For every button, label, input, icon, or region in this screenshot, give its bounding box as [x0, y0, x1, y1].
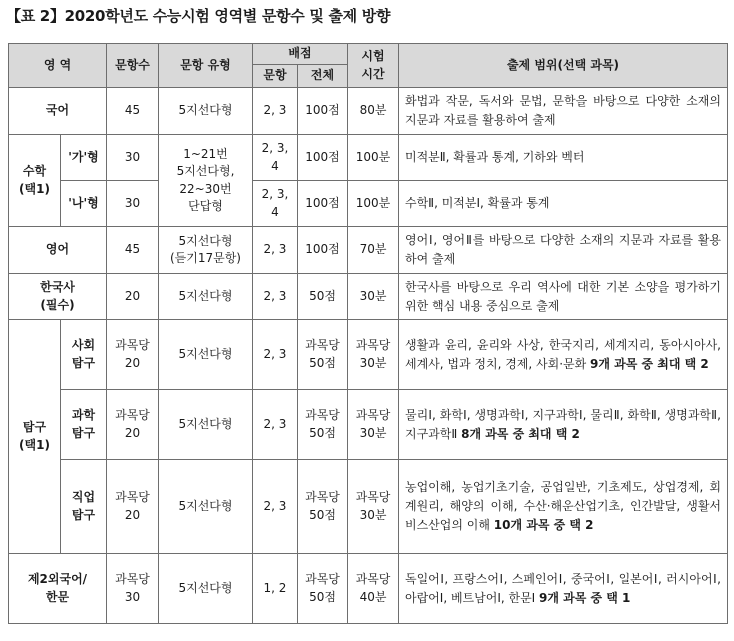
- row-vocational: [9, 460, 728, 554]
- header-score-total: 전체: [298, 65, 348, 88]
- scope-emphasis: 10개 과목 중 택 2: [493, 517, 594, 532]
- cell-item: 2, 3: [253, 88, 298, 135]
- header-time: 시험 시간: [348, 44, 399, 88]
- cell-scope: 한국사를 바탕으로 우리 역사에 대한 기본 소양을 평가하기 위한 핵심 내용 중심으로 출제: [399, 274, 728, 320]
- row-foreign: [9, 554, 728, 624]
- row-english: [9, 227, 728, 274]
- cell-time: 70분: [348, 227, 399, 274]
- cell-time: 과목당 30분: [348, 320, 399, 390]
- table-caption: 【표 2】2020학년도 수능시험 영역별 문항수 및 출제 방향: [6, 7, 391, 25]
- cell-type: 5지선다형: [159, 390, 253, 460]
- row-science: [9, 390, 728, 460]
- row-math-ga: [9, 135, 728, 181]
- cell-total: 50점: [298, 274, 348, 320]
- cell-item: 2, 3: [253, 460, 298, 554]
- cell-item: 1, 2: [253, 554, 298, 624]
- area-korean: 국어: [9, 88, 107, 135]
- area-math: 수학 (택1): [9, 135, 61, 227]
- cell-count: 45: [107, 227, 159, 274]
- cell-item: 2, 3: [253, 390, 298, 460]
- cell-time: 80분: [348, 88, 399, 135]
- cell-scope: 영어Ⅰ, 영어Ⅱ를 바탕으로 다양한 소재의 지문과 자료를 활용하여 출제: [399, 227, 728, 274]
- cell-type-math: 1~21번 5지선다형, 22~30번 단답형: [159, 135, 253, 227]
- cell-scope: [399, 320, 728, 390]
- cell-total: 100점: [298, 227, 348, 274]
- area-inquiry: 탐구 (택1): [9, 320, 61, 554]
- header-score-item: 문항: [253, 65, 298, 88]
- cell-time: 100분: [348, 135, 399, 181]
- cell-count: 과목당 30: [107, 554, 159, 624]
- cell-item: 2, 3: [253, 274, 298, 320]
- cell-scope: [399, 554, 728, 624]
- scope-text: 물리Ⅰ, 화학Ⅰ, 생명과학Ⅰ, 지구과학Ⅰ, 물리Ⅱ, 화학Ⅱ, 생명과학Ⅱ, 지구과학Ⅱ: [405, 407, 721, 441]
- cell-item: 2, 3, 4: [253, 181, 298, 227]
- cell-total: 과목당 50점: [298, 390, 348, 460]
- cell-scope: 수학Ⅱ, 미적분Ⅰ, 확률과 통계: [399, 181, 728, 227]
- cell-scope: 미적분Ⅱ, 확률과 통계, 기하와 벡터: [399, 135, 728, 181]
- cell-count: 45: [107, 88, 159, 135]
- cell-count: 30: [107, 181, 159, 227]
- cell-total: 과목당 50점: [298, 460, 348, 554]
- scope-emphasis: 8개 과목 중 최대 택 2: [461, 426, 580, 441]
- cell-scope: 화법과 작문, 독서와 문법, 문학을 바탕으로 다양한 소재의 지문과 자료를 활용하여 출제: [399, 88, 728, 135]
- area-history: 한국사 (필수): [9, 274, 107, 320]
- cell-total: 과목당 50점: [298, 554, 348, 624]
- scope-text: 독일어Ⅰ, 프랑스어Ⅰ, 스페인어Ⅰ, 중국어Ⅰ, 일본어Ⅰ, 러시아어Ⅰ, 아랍어Ⅰ, 베트남어Ⅰ, 한문Ⅰ: [405, 571, 721, 605]
- header-score: 배점: [253, 44, 348, 65]
- cell-total: 100점: [298, 181, 348, 227]
- scope-text: 농업이해, 농업기초기술, 공업일반, 기초제도, 상업경제, 회계원리, 해양의 이해, 수산·해운산업기초, 인간발달, 생활서비스산업의 이해: [405, 480, 721, 532]
- cell-item: 2, 3: [253, 320, 298, 390]
- cell-count: 과목당 20: [107, 320, 159, 390]
- cell-total: 100점: [298, 88, 348, 135]
- sub-vocational: 직업 탐구: [61, 460, 107, 554]
- cell-type: 5지선다형: [159, 274, 253, 320]
- sub-math-ga: '가'형: [61, 135, 107, 181]
- row-history: [9, 274, 728, 320]
- header-type: 문항 유형: [159, 44, 253, 88]
- header-count: 문항수: [107, 44, 159, 88]
- cell-type: 5지선다형: [159, 554, 253, 624]
- scope-emphasis: 9개 과목 중 최대 택 2: [590, 356, 709, 371]
- cell-total: 100점: [298, 135, 348, 181]
- cell-item: 2, 3: [253, 227, 298, 274]
- header-scope: 출제 범위(선택 과목): [399, 44, 728, 88]
- area-foreign: 제2외국어/ 한문: [9, 554, 107, 624]
- cell-total: 과목당 50점: [298, 320, 348, 390]
- cell-type: 5지선다형: [159, 460, 253, 554]
- area-english: 영어: [9, 227, 107, 274]
- row-math-na: [9, 181, 728, 227]
- scope-emphasis: 9개 과목 중 택 1: [539, 590, 631, 605]
- header-area: 영 역: [9, 44, 107, 88]
- exam-structure-table: [8, 43, 728, 624]
- cell-time: 과목당 40분: [348, 554, 399, 624]
- cell-type: 5지선다형 (듣기17문항): [159, 227, 253, 274]
- cell-scope: [399, 460, 728, 554]
- cell-scope: [399, 390, 728, 460]
- sub-social: 사회 탐구: [61, 320, 107, 390]
- cell-time: 과목당 30분: [348, 390, 399, 460]
- cell-count: 과목당 20: [107, 460, 159, 554]
- row-social: [9, 320, 728, 390]
- cell-count: 과목당 20: [107, 390, 159, 460]
- cell-time: 30분: [348, 274, 399, 320]
- cell-count: 30: [107, 135, 159, 181]
- row-korean: [9, 88, 728, 135]
- cell-type: 5지선다형: [159, 88, 253, 135]
- cell-type: 5지선다형: [159, 320, 253, 390]
- scope-text: 생활과 윤리, 윤리와 사상, 한국지리, 세계지리, 동아시아사, 세계사, 법과 정치, 경제, 사회·문화: [405, 337, 721, 371]
- cell-count: 20: [107, 274, 159, 320]
- cell-time: 과목당 30분: [348, 460, 399, 554]
- cell-time: 100분: [348, 181, 399, 227]
- cell-item: 2, 3, 4: [253, 135, 298, 181]
- sub-math-na: '나'형: [61, 181, 107, 227]
- sub-science: 과학 탐구: [61, 390, 107, 460]
